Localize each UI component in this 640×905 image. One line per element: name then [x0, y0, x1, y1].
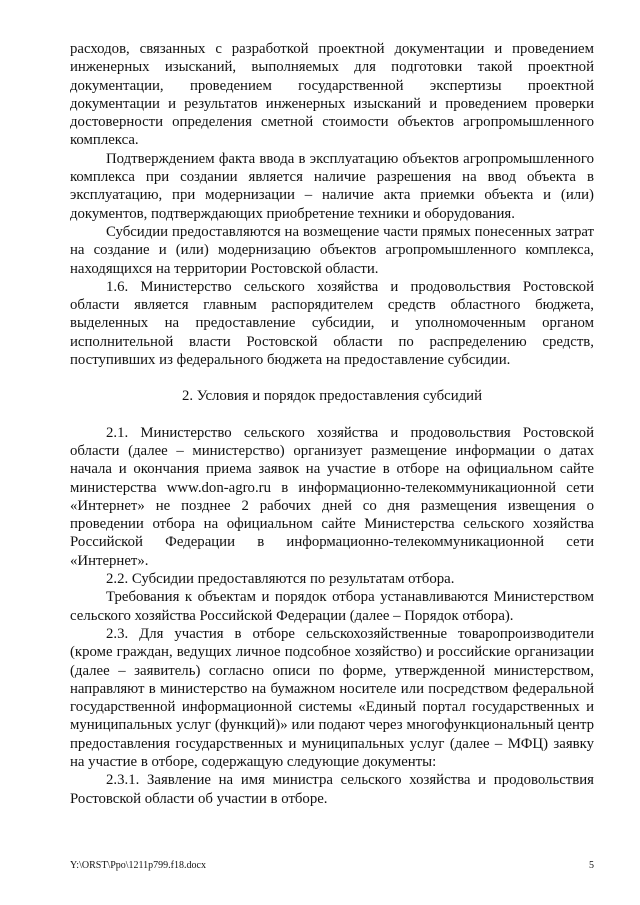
- paragraph-2-1: 2.1. Министерство сельского хозяйства и продовольствия Ростовской области (далее – министерство) организует размещение информации о датах начала и окончания приема заявок на участие в отборе на официальном сайте министерства www.don-agro.ru в информационно-телекоммуникационной сети «Интернет» не позднее 2 рабочих дней со дня размещения извещения о проведении отбора на официальном сайте Министерства сельского хозяйства Российской Федерации в информационно-телекоммуникационной сети «Интернет».: [70, 424, 594, 569]
- page-footer: [70, 860, 594, 872]
- paragraph-subsidy-purpose: Субсидии предоставляются на возмещение части прямых понесенных затрат на создание и (или) модернизацию объектов агропромышленного комплекса, находящихся на территории Ростовской области.: [70, 223, 594, 277]
- paragraph-2-2: 2.2. Субсидии предоставляются по результатам отбора.: [106, 571, 455, 588]
- paragraph-requirements: Требования к объектам и порядок отбора устанавливаются Министерством сельского хозяйства Российской Федерации (далее – Порядок отбора).: [70, 589, 594, 624]
- paragraph-2-3-1: 2.3.1. Заявление на имя министра сельского хозяйства и продовольствия Ростовской области об участии в отборе.: [70, 772, 594, 807]
- document-body: [70, 40, 594, 808]
- paragraph-2-3: 2.3. Для участия в отборе сельскохозяйственные товаропроизводители (кроме граждан, ведущих личное подсобное хозяйство) и российские организации (далее – заявитель) согласно описи по форме, утвержденной министерством, направляют в министерство на бумажном носителе или посредством федеральной государственной информационной системы «Единый портал государственных и муниципальных услуг (функций)» или подают через многофункциональный центр предоставления государственных и муниципальных услуг (далее – МФЦ) заявку на участие в отборе, содержащую следующие документы:: [70, 625, 594, 770]
- paragraph-commissioning-confirmation: Подтверждением факта ввода в эксплуатацию объектов агропромышленного комплекса при создании является наличие разрешения на ввод объекта в эксплуатацию, при модернизации – наличие акта приемки объекта и (или) документов, подтверждающих приобретение техники и оборудования.: [70, 150, 594, 222]
- section-heading: 2. Условия и порядок предоставления субсидий: [181, 388, 483, 405]
- paragraph-continuation: расходов, связанных с разработкой проектной документации и проведением инженерных изысканий, выполняемых для подготовки такой проектной документации, проведением государственной экспертизы проектной документации и результатов инженерных изысканий и проведением проверки достоверности определения сметной стоимости объектов агропромышленного комплекса.: [70, 41, 594, 149]
- file-path: Y:\ORST\Ppo\1211p799.f18.docx: [70, 860, 206, 871]
- page-number: 5: [589, 860, 594, 871]
- paragraph-1-6: 1.6. Министерство сельского хозяйства и продовольствия Ростовской области является главным распорядителем средств областного бюджета, выделенных на предоставление субсидии, и уполномоченным органом исполнительной власти Ростовской области по распределению средств, поступивших из федерального бюджета на предоставление субсидии.: [70, 278, 594, 369]
